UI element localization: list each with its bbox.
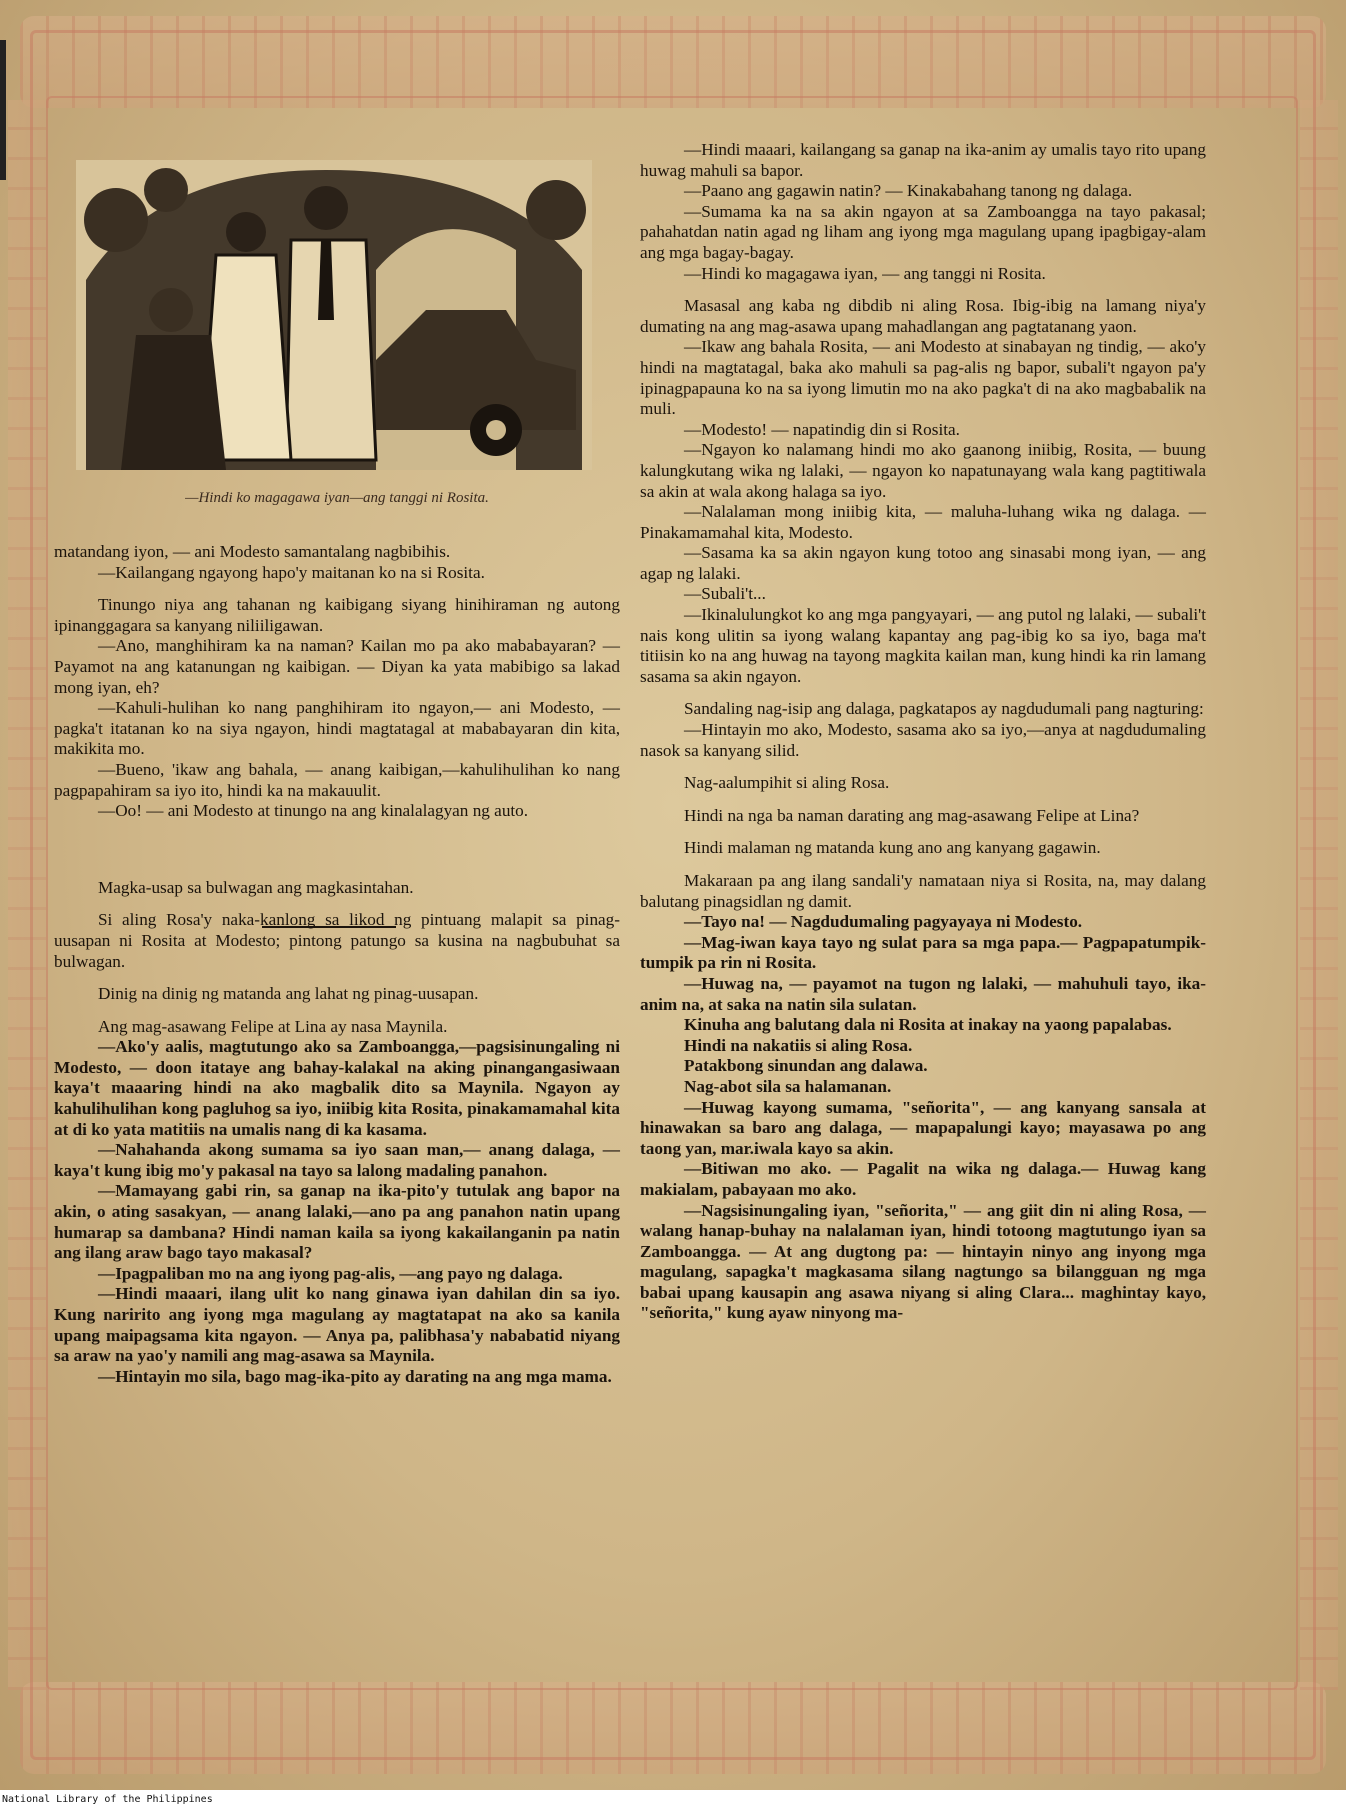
left-column — [54, 542, 620, 1387]
paragraph: Kinuha ang balutang dala ni Rosita at inakay na yaong papalabas. — [684, 1015, 1172, 1035]
paragraph: Nag-aalumpihit si aling Rosa. — [684, 773, 890, 793]
paragraph: —Ikinalulungkot ko ang mga pangyayari, — ang putol ng lalaki, — subali't nais kong ulitin sa iyong walang kapantay ang pag-ibig ko sa iyo, baga ma't titiisin ko na ang huwag na tayong magkita kailan man, kung hindi ka rin lamang sasama sa akin ngayon. — [640, 605, 1206, 686]
paragraph: Hindi na nga ba naman darating ang mag-asawang Felipe at Lina? — [684, 805, 1140, 825]
paragraph: Nag-abot sila sa halamanan. — [684, 1076, 892, 1096]
paragraph: —Bueno, 'ikaw ang bahala, — anang kaibigan,—kahulihulihan ko nang pagpapahiram sa iyo ito, hindi ka na makauulit. — [54, 759, 620, 800]
paragraph: —Paano ang gagawin natin? — Kinakabahang tanong ng dalaga. — [684, 181, 1133, 201]
paragraph: Dinig na dinig ng matanda ang lahat ng pinag-uusapan. — [98, 984, 479, 1004]
paragraph: Masasal ang kaba ng dibdib ni aling Rosa. Ibig-ibig na lamang niya'y dumating na ang mag-asawa upang mahadlangan ang pagtatanang yaon. — [640, 296, 1206, 336]
paragraph: —Sumama ka na sa akin ngayon at sa Zamboangga na tayo pakasal; pahahatdan natin agad ng liham ang iyong mga magulang upang ipagbigay-alam ang mga bagay-bagay. — [640, 201, 1206, 262]
paragraph: —Mamayang gabi rin, sa ganap na ika-pito'y tutulak ang bapor na akin, o ating sasakyan, — anang lalaki,—ano pa ang panahon natin upang humarap sa dambana? Hindi naman kaila sa iyong kakailanganin pa natin ang ilang araw bago tayo makasal? — [54, 1181, 620, 1263]
paragraph: —Mag-iwan kaya tayo ng sulat para sa mga papa.— Pagpapatumpik-tumpik pa rin ni Rosita. — [640, 932, 1206, 973]
paragraph: —Nagsisinungaling iyan, "señorita," — ang giit din ni aling Rosa, — walang hanap-buhay na nalalaman iyan, hindi totoong magtutungo iyan sa Zamboangga. — At ang dugtong pa: — hintayin ninyo ang inyong mga magulang, sapagka't magkasama silang nagtungo sa bilangguan ng mga babai upang kausapin ang asawa niyang si aling Clara... maghintay kayo, "señorita," kung ayaw ninyong ma- — [640, 1200, 1206, 1323]
paragraph: —Ikaw ang bahala Rosita, — ani Modesto at sinabayan ng tindig, — ako'y hindi na magtatagal, baka ako mahuli sa pag-alis ng bapor, subali't ngayon pa'y ipinagpapauna ko na sa iyong limutin mo na ako pagka't di na ako magbabalik na muli. — [640, 337, 1206, 419]
paragraph: Si aling Rosa'y naka-kanlong sa likod ng pintuang malapit sa pinag-uusapan ni Rosita at Modesto; pintong patungo sa kusina na nagbubuhat sa bulwagan. — [54, 910, 620, 971]
paragraph: —Modesto! — napatindig din si Rosita. — [684, 419, 960, 439]
paragraph: Magka-usap sa bulwagan ang magkasintahan. — [98, 877, 414, 897]
paragraph: —Ipagpaliban mo na ang iyong pag-alis, —ang payo ng dalaga. — [98, 1263, 563, 1283]
paragraph: Hindi na nakatiis si aling Rosa. — [684, 1035, 913, 1055]
paragraph: Tinungo niya ang tahanan ng kaibigang siyang hinihiraman ng autong ipinanggagara sa kanyang niliiligawan. — [54, 595, 620, 635]
paragraph: Patakbong sinundan ang dalawa. — [684, 1056, 928, 1076]
paragraph: —Oo! — ani Modesto at tinungo na ang kinalalagyan ng auto. — [98, 801, 529, 821]
paragraph: —Hintayin mo ako, Modesto, sasama ako sa iyo,—anya at nagdudumaling nasok sa kanyang silid. — [640, 720, 1206, 760]
paragraph: —Kahuli-hulihan ko nang panghihiram ito ngayon,— ani Modesto, — pagka't itatanan ko na siya ngayon, hindi magtatagal at mababayaran din kita, makikita mo. — [54, 698, 620, 759]
paragraph: —Nahahanda akong sumama sa iyo saan man,— anang dalaga, — kaya't kung ibig mo'y pakasal na tayo sa lalong madaling panahon. — [54, 1140, 620, 1180]
binding-edge — [0, 40, 6, 180]
paragraph: —Bitiwan mo ako. — Pagalit na wika ng dalaga.— Huwag kang makialam, pabayaan mo ako. — [640, 1159, 1206, 1199]
paragraph: Hindi malaman ng matanda kung ano ang kanyang gagawin. — [684, 838, 1101, 858]
paragraph: —Hindi ko magagawa iyan, — ang tanggi ni Rosita. — [684, 263, 1046, 283]
paragraph: —Subali't... — [684, 584, 766, 604]
section-separator — [262, 926, 396, 928]
right-column — [640, 140, 1206, 1324]
story-illustration — [76, 160, 592, 470]
paragraph: —Hindi maaari, ilang ulit ko nang ginawa iyan dahilan din sa iyo. Kung naririto ang iyong mga magulang ay magtatapat na ako sa kanila upang maipagsama kita ngayon. — Anya pa, palibhasa'y nababatid niyang sa araw na yao'y namili ang mag-asawa sa Maynila. — [54, 1284, 620, 1366]
paragraph: —Ano, manghihiram ka na naman? Kailan mo pa ako mababayaran? — Payamot na ang katanungan ng kaibigan. — Diyan ka yata mabibigo sa lakad mong iyan, eh? — [54, 636, 620, 697]
paragraph: Sandaling nag-isip ang dalaga, pagkatapos ay nagdudumali pang nagturing: — [684, 699, 1204, 719]
paragraph: —Ngayon ko nalamang hindi mo ako gaanong iniibig, Rosita, — buung kalungkutang wika ng lalaki, — ngayon ko napatunayang wala kang pagtitiwala sa akin at wala akong halaga sa iyo. — [640, 440, 1206, 501]
paragraph: —Tayo na! — Nagdudumaling pagyayaya ni Modesto. — [684, 912, 1083, 932]
paragraph: —Huwag na, — payamot na tugon ng lalaki, — mahuhuli tayo, ika-anim na, at saka na natin sila sulatan. — [640, 973, 1206, 1014]
paragraph: —Ako'y aalis, magtutungo ako sa Zamboangga,—pagsisinungaling ni Modesto, — doon itataye ang bahay-kalakal na aking pinangangasiwaan kaya't maaaring hindi na ako magbalik dito sa Maynila. Ngayon ay kahulihulihan kong pagluhog sa iyo, iniibig kita Rosita, pinakamamahal kita at di ko yata matitiis na umalis nang di ka kasama. — [54, 1037, 620, 1139]
paragraph: —Hindi maaari, kailangang sa ganap na ika-anim ay umalis tayo rito upang huwag mahuli sa bapor. — [640, 140, 1206, 180]
paragraph: Ang mag-asawang Felipe at Lina ay nasa Maynila. — [98, 1016, 448, 1036]
footer-credit: National Library of the Philippines — [2, 1794, 213, 1805]
paragraph: matandang iyon, — ani Modesto samantalang nagbibihis. — [54, 542, 451, 561]
illustration-caption: —Hindi ko magagawa iyan—ang tanggi ni Rosita. — [185, 490, 489, 506]
paragraph: —Hintayin mo sila, bago mag-ika-pito ay darating na ang mga mama. — [98, 1366, 612, 1386]
paragraph: Makaraan pa ang ilang sandali'y namataan niya si Rosita, na, may dalang balutang pinagsidlan ng damit. — [640, 871, 1206, 911]
paragraph: —Sasama ka sa akin ngayon kung totoo ang sinasabi mong iyan, — ang agap ng lalaki. — [640, 543, 1206, 583]
paragraph: —Kailangang ngayong hapo'y maitanan ko na si Rosita. — [98, 562, 485, 582]
paragraph: —Huwag kayong sumama, "señorita", — ang kanyang sansala at hinawakan sa baro ang dalaga, — mapapalungi kayo; mayasawa po ang taong yan, mar.iwala kayo sa akin. — [640, 1097, 1206, 1158]
paragraph: —Nalalaman mong iniibig kita, — maluha-luhang wika ng dalaga. — Pinakamamahal kita, Modesto. — [640, 502, 1206, 542]
